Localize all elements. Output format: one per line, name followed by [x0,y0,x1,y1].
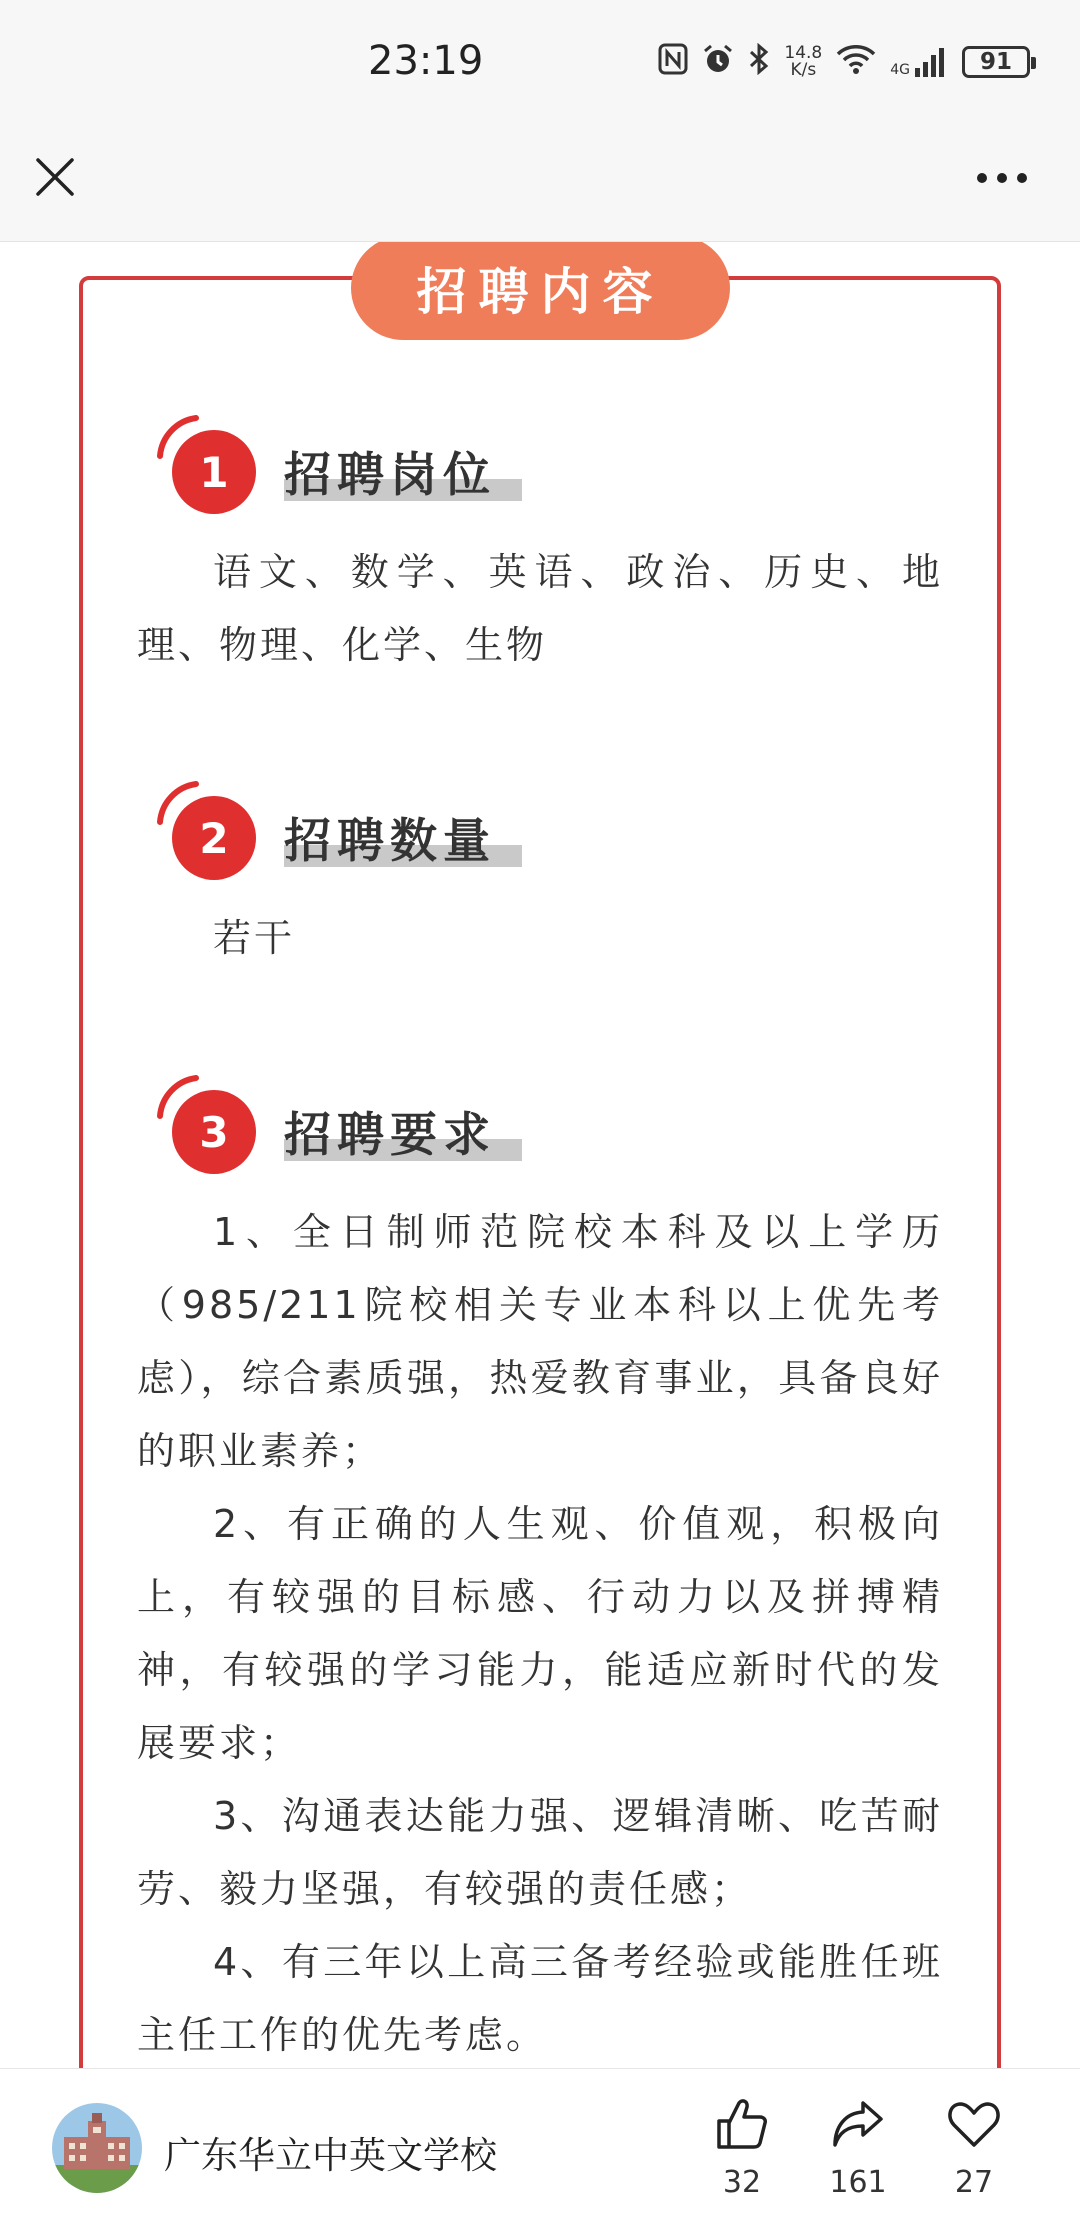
battery-indicator: 91 [962,46,1030,78]
section-title: 招聘数量 [284,814,496,869]
like-count: 32 [722,2165,762,2200]
section-heading-quantity [154,774,574,886]
positions-text: 语文、数学、英语、政治、历史、地理、物理、化学、生物 [137,550,943,667]
alarm-icon [702,43,734,82]
more-options-button[interactable] [974,160,1030,196]
section-number-badge: 3 [172,1090,256,1174]
quantity-text: 若干 [213,916,296,960]
requirement-item: 4、有三年以上高三备考经验或能胜任班主任工作的优先考虑。 [137,1940,943,2057]
share-button[interactable] [818,2095,898,2200]
cellular-signal-icon: 4G [890,46,948,78]
heart-icon [945,2095,1003,2153]
more-dots-icon [974,160,1030,196]
status-bar [0,0,1080,128]
section-heading-positions [154,408,574,520]
requirements-list [137,1196,943,2068]
section-banner: 招聘内容 [351,242,730,340]
like-button[interactable] [702,2095,782,2200]
section-title: 招聘要求 [284,1108,496,1163]
network-speed: 14.8 K/s [784,43,823,80]
section-number-badge: 2 [172,796,256,880]
requirement-item: 1、全日制师范院校本科及以上学历（985/211院校相关专业本科以上优先考虑），综合素质强，热爱教育事业，具备良好的职业素养； [137,1210,943,1473]
thumbs-up-icon [713,2095,771,2153]
close-icon [34,156,76,198]
requirement-item: 2、有正确的人生观、价值观，积极向上，有较强的目标感、行动力以及拼搏精神，有较强的学习能力，能适应新时代的发展要求； [137,1502,943,1765]
status-time: 23:19 [368,38,484,84]
share-count: 161 [829,2165,887,2200]
favorite-button[interactable] [934,2095,1014,2200]
section-heading-requirements [154,1068,574,1180]
bottom-bar [0,2068,1080,2228]
top-nav-bar [0,128,1080,242]
favorite-count: 27 [954,2165,994,2200]
school-building-icon [52,2103,142,2193]
bluetooth-icon [748,43,770,82]
share-arrow-icon [829,2095,887,2153]
section-title: 招聘岗位 [284,448,496,503]
status-icons [658,40,1030,84]
school-avatar[interactable] [52,2103,142,2193]
article-content [0,242,1080,2068]
section-number-badge: 1 [172,430,256,514]
wifi-icon [836,43,876,82]
school-name[interactable]: 广东华立中英文学校 [164,2134,497,2177]
close-button[interactable] [34,156,76,198]
requirement-item: 3、沟通表达能力强、逻辑清晰、吃苦耐劳、毅力坚强，有较强的责任感； [137,1794,943,1911]
nfc-icon [658,43,688,82]
